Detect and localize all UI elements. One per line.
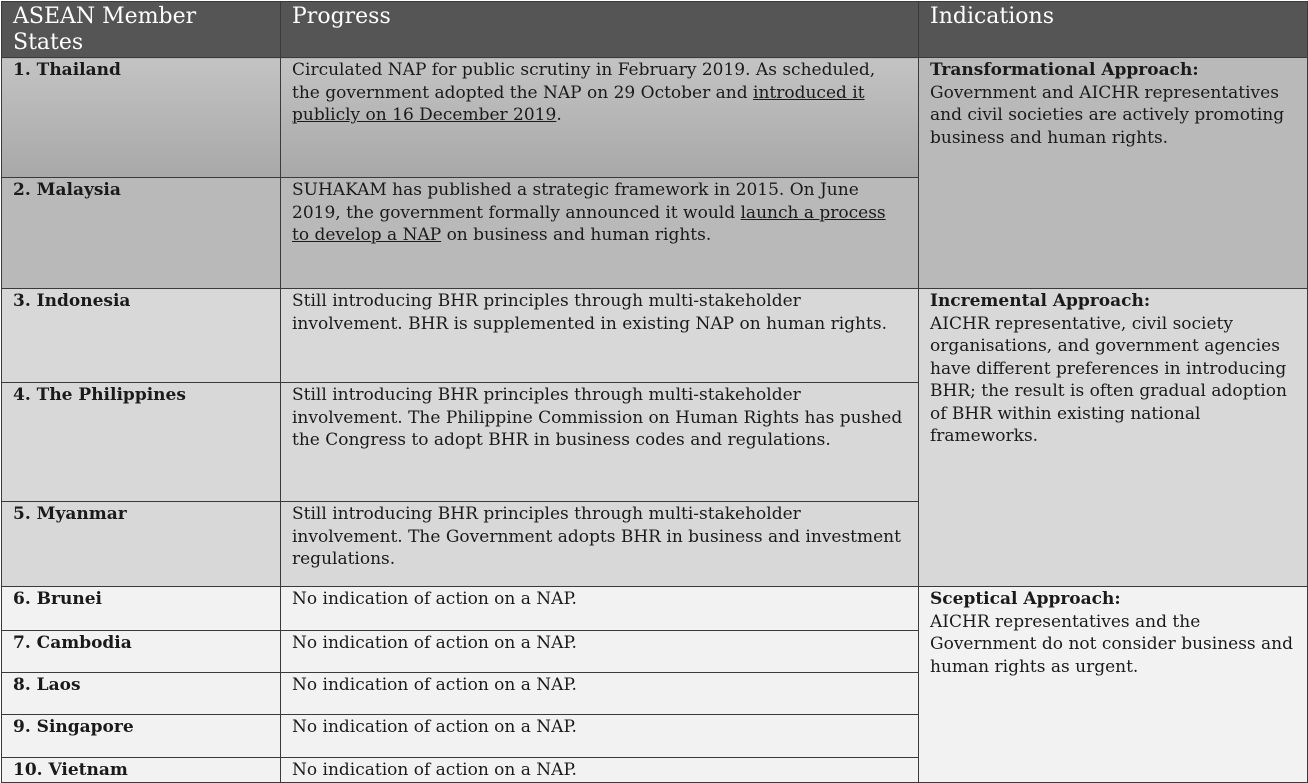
indication-title: Transformational Approach: [930, 60, 1199, 80]
progress-cell: No indication of action on a NAP. [281, 587, 919, 631]
indication-cell-transformational [919, 58, 1308, 289]
table-row [2, 289, 1308, 383]
state-cell: 3. Indonesia [2, 289, 281, 383]
progress-cell: No indication of action on a NAP. [281, 715, 919, 758]
header-row [2, 2, 1308, 58]
progress-text: SUHAKAM has published a strategic framework in 2015. On June 2019, the government formally announced it would [292, 180, 859, 223]
state-cell: 8. Laos [2, 673, 281, 715]
indication-cell-incremental [919, 289, 1308, 587]
indication-title: Sceptical Approach: [930, 589, 1121, 609]
state-cell: 4. The Philippines [2, 383, 281, 502]
progress-cell: No indication of action on a NAP. [281, 758, 919, 783]
progress-cell: No indication of action on a NAP. [281, 673, 919, 715]
progress-link[interactable]: introduced it publicly on 16 December 2019 [292, 82, 865, 125]
state-cell: 5. Myanmar [2, 502, 281, 587]
state-cell: 2. Malaysia [2, 178, 281, 289]
table-row [2, 587, 1308, 631]
progress-link[interactable]: launch a process to develop a NAP [292, 202, 886, 245]
progress-cell: Still introducing BHR principles through multi-stakeholder involvement. The Philippine Commission on Human Rights has pushed the Congress to adopt BHR in business codes and regulations. [281, 383, 919, 502]
progress-text: on business and human rights. [441, 225, 712, 245]
indication-text: AICHR representative, civil society organisations, and government agencies have different preferences in introducing BHR; the result is often gradual adoption of BHR within existing national frameworks. [930, 313, 1287, 446]
header-member-states: ASEAN Member States [2, 2, 281, 58]
asean-bhr-table [1, 1, 1308, 783]
table-row [2, 58, 1308, 178]
indication-cell-sceptical [919, 587, 1308, 783]
progress-cell: Still introducing BHR principles through multi-stakeholder involvement. BHR is supplemented in existing NAP on human rights. [281, 289, 919, 383]
progress-text: . [556, 105, 562, 125]
indication-text: Government and AICHR representatives and civil societies are actively promoting business and human rights. [930, 82, 1285, 148]
progress-cell: No indication of action on a NAP. [281, 631, 919, 673]
progress-cell [281, 178, 919, 289]
state-cell: 6. Brunei [2, 587, 281, 631]
state-cell: 9. Singapore [2, 715, 281, 758]
header-progress: Progress [281, 2, 919, 58]
indication-text: AICHR representatives and the Government do not consider business and human rights as urgent. [930, 611, 1294, 677]
progress-cell [281, 58, 919, 178]
state-cell: 1. Thailand [2, 58, 281, 178]
progress-text: Circulated NAP for public scrutiny in February 2019. As scheduled, the government adopted the NAP on 29 October and [292, 60, 876, 103]
state-cell: 10. Vietnam [2, 758, 281, 783]
state-cell: 7. Cambodia [2, 631, 281, 673]
progress-cell: Still introducing BHR principles through multi-stakeholder involvement. The Government adopts BHR in business and investment regulations. [281, 502, 919, 587]
header-indications: Indications [919, 2, 1308, 58]
indication-title: Incremental Approach: [930, 291, 1151, 311]
